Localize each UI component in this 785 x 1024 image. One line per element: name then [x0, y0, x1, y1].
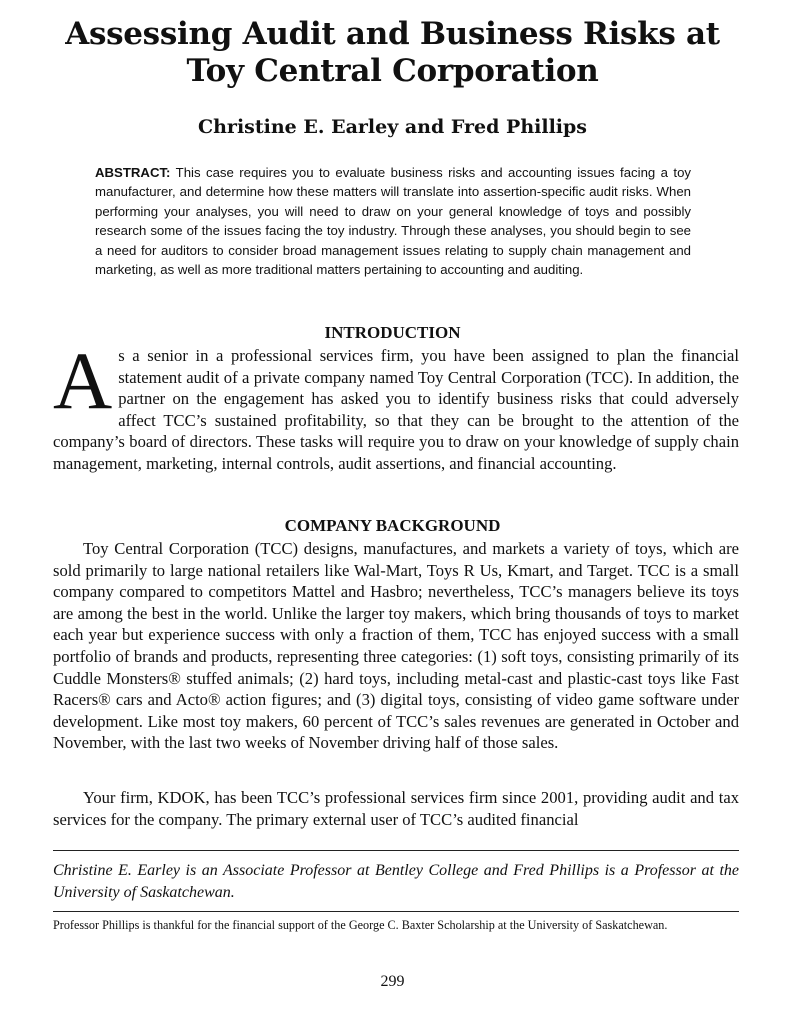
author-affiliations-note: Christine E. Earley is an Associate Professor at Bentley College and Fred Phillips is a Professor at the University of Saskatchewan. [53, 862, 739, 901]
introduction-text: s a senior in a professional services firm, you have been assigned to plan the financial statement audit of a private company named Toy Central Corporation (TCC). In addition, the partner on the engagement has asked you to identify business risks that could adversely affect TCC’s sustained profitability, so that they can be brought to the attention of the company’s board of directors. These tasks will require you to draw on your knowledge of supply chain management, marketing, internal controls, audit assertions, and financial accounting. [53, 346, 739, 473]
company-background-heading: COMPANY BACKGROUND [284, 516, 501, 535]
page-number: 299 [380, 973, 405, 990]
abstract-text: This case requires you to evaluate business risks and accounting issues facing a toy manufacturer, and determine how these matters will translate into assertion-specific audit risks. When performing your analyses, you will need to draw on your general knowledge of toys and possibly research some of the issues facing the toy industry. Through these analyses, you should begin to see a need for auditors to consider broad management issues relating to supply chain management and marketing, as well as more traditional matters pertaining to accounting and auditing. [95, 165, 691, 278]
article-title-line-1: Assessing Audit and Business Risks at [65, 16, 720, 52]
footnote-divider-2 [53, 911, 739, 912]
company-background-paragraph-2: Your firm, KDOK, has been TCC’s professional services firm since 2001, providing audit and tax services for the company. The primary external user of TCC’s audited financial [53, 788, 739, 829]
drop-cap: A [53, 335, 113, 426]
article-title-line-2: Toy Central Corporation [186, 53, 599, 89]
acknowledgment-note: Professor Phillips is thankful for the financial support of the George C. Baxter Scholarship at the University of Saskatchewan. [53, 918, 668, 932]
introduction-paragraph [53, 335, 739, 475]
company-background-paragraph-1: Toy Central Corporation (TCC) designs, manufactures, and markets a variety of toys, which are sold primarily to large national retailers like Wal-Mart, Toys R Us, Kmart, and Target. TCC is a small company compared to competitors Mattel and Hasbro; nevertheless, TCC’s managers believe its toys are among the best in the world. Unlike the larger toy makers, which bring thousands of toys to market each year but experience success with only a fraction of them, TCC has enjoyed success with a small portfolio of brands and products, representing three categories: (1) soft toys, consisting primarily of its Cuddle Monsters® stuffed animals; (2) hard toys, including metal-cast and plastic-cast toys like Fast Racers® cars and Acto® action figures; and (3) digital toys, consisting of video game software under development. Like most toy makers, 60 percent of TCC’s sales revenues are generated in October and November, with the last two weeks of November driving half of those sales. [53, 539, 739, 753]
author-line: Christine E. Earley and Fred Phillips [198, 116, 587, 138]
abstract [95, 163, 691, 279]
article-title [40, 16, 745, 90]
introduction-heading: INTRODUCTION [324, 323, 461, 342]
footnote-divider [53, 850, 739, 851]
abstract-label: ABSTRACT: [95, 165, 171, 180]
